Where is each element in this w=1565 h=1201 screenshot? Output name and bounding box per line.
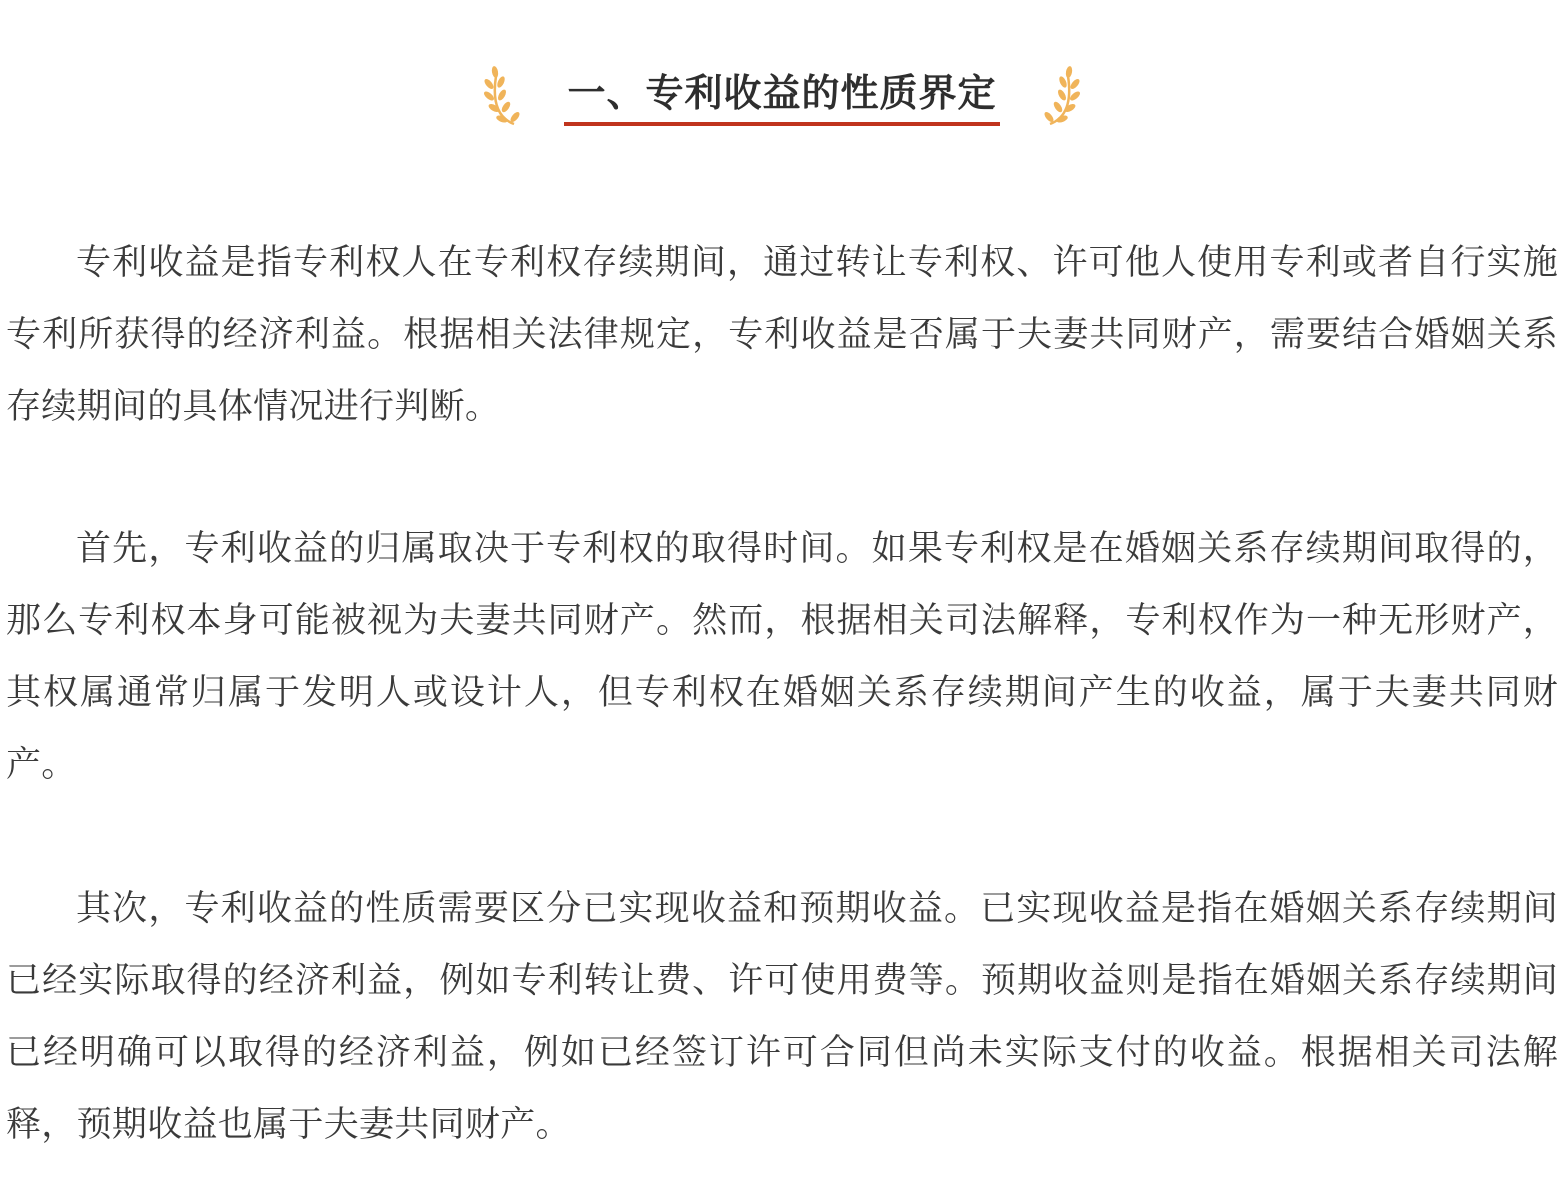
title-underline bbox=[564, 122, 1000, 126]
paragraph-3: 其次，专利收益的性质需要区分已实现收益和预期收益。已实现收益是指在婚姻关系存续期间已经实际取得的经济利益，例如专利转让费、许可使用费等。预期收益则是指在婚姻关系存续期间已经明确可以取得的经济利益，例如已经签订许可合同但尚未实际支付的收益。根据相关司法解释，预期收益也属于夫妻共同财产。 bbox=[6, 889, 1558, 1145]
section-title: 一、专利收益的性质界定 bbox=[567, 71, 997, 115]
laurel-left-icon bbox=[484, 62, 528, 128]
title-container bbox=[564, 68, 1000, 118]
paragraph-1: 专利收益是指专利权人在专利权存续期间，通过转让专利权、许可他人使用专利或者自行实施专利所获得的经济利益。根据相关法律规定，专利收益是否属于夫妻共同财产，需要结合婚姻关系存续期间的具体情况进行判断。 bbox=[6, 243, 1558, 427]
paragraph-2: 首先，专利收益的归属取决于专利权的取得时间。如果专利权是在婚姻关系存续期间取得的，那么专利权本身可能被视为夫妻共同财产。然而，根据相关司法解释，专利权作为一种无形财产，其权属通常归属于发明人或设计人，但专利权在婚姻关系存续期间产生的收益，属于夫妻共同财产。 bbox=[6, 529, 1558, 785]
laurel-right-icon bbox=[1036, 62, 1080, 128]
